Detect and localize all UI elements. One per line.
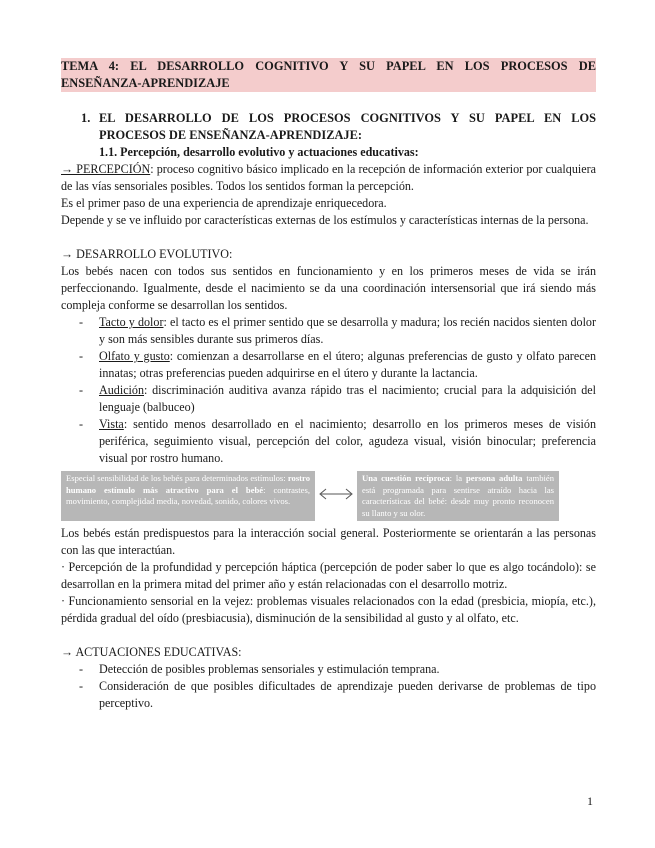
callout-box-adult: Una cuestión recíproca: la persona adulta también está programada para sentirse atraído hacia las características del bebé: desde muy pronto reconocen su llanto y su olor. — [357, 471, 559, 521]
section-heading — [61, 110, 596, 144]
section-heading-line-2: PROCESOS DE ENSEÑANZA-APRENDIZAJE: — [99, 128, 362, 142]
actuaciones-heading: → ACTUACIONES EDUCATIVAS: — [61, 645, 242, 659]
desarrollo-after-1: Los bebés están predispuestos para la interacción social general. Posteriormente se orientarán a las personas con las que interactúan. — [61, 526, 596, 557]
actuaciones-list — [61, 661, 596, 712]
desarrollo-heading: → DESARROLLO EVOLUTIVO: — [61, 247, 233, 261]
desarrollo-intro: Los bebés nacen con todos sus sentidos en funcionamiento y en los primeros meses de vida se irán perfeccionando. Igualmente, desde el nacimiento se da una coordinación intersensorial que irá siendo más compleja conforme se desarrollan los sentidos. — [61, 264, 596, 312]
percepcion-heading: → PERCEPCIÓN — [61, 162, 151, 176]
section-heading-line-1: EL DESARROLLO DE LOS PROCESOS COGNITIVOS Y SU PAPEL EN LOS — [99, 111, 596, 125]
percepcion-paragraph — [61, 161, 596, 195]
list-item: - Olfato y gusto: comienzan a desarrollarse en el útero; algunas preferencias de gusto y olfato parecen innatas; otras preferencias pueden adquirirse en el útero y durante la lactancia. — [79, 349, 596, 380]
callout-boxes — [61, 471, 596, 523]
desarrollo-after-2: · Percepción de la profundidad y percepción háptica (percepción de poder saber lo que es algo tocándolo): se desarrollan en la primera mitad del primer año y están relacionadas con el desarrollo motriz. — [61, 560, 596, 591]
list-item: - Detección de posibles problemas sensoriales y estimulación temprana. — [79, 662, 440, 676]
title-line-2: ENSEÑANZA-APRENDIZAJE — [61, 76, 230, 90]
section-number: 1. — [81, 111, 91, 125]
list-item-term: Tacto y dolor — [99, 315, 164, 329]
percepcion-text-3: Depende y se ve influido por características externas de los estímulos y características internas de la persona. — [61, 213, 589, 227]
list-item-text: Detección de posibles problemas sensoriales y estimulación temprana. — [99, 662, 440, 676]
list-item-text: : el tacto es el primer sentido que se desarrolla y madura; los recién nacidos sienten dolor y son más sensibles durante sus primeros días. — [99, 315, 597, 346]
list-item-term: Vista — [99, 417, 124, 431]
list-item-term: Olfato y gusto — [99, 349, 170, 363]
list-item: - Tacto y dolor: el tacto es el primer sentido que se desarrolla y madura; los recién nacidos sienten dolor y son más sensibles durante sus primeros días. — [79, 315, 597, 346]
page-number: 1 — [587, 794, 593, 808]
title-line-1: TEMA 4: EL DESARROLLO COGNITIVO Y SU PAPEL EN LOS PROCESOS DE — [61, 59, 596, 73]
list-item-text: : comienzan a desarrollarse en el útero; algunas preferencias de gusto y olfato parecen innatas; otras preferencias pueden adquirirse en el útero y durante la lactancia. — [99, 349, 596, 380]
double-arrow-icon — [318, 487, 354, 501]
list-item-text: : sentido menos desarrollado en el nacimiento; desarrollo en los primeros meses de visión periférica, seguimiento visual, percepción del color, agudeza visual, visión binocular; preferencia visual por rostro humano. — [99, 417, 596, 465]
list-item: - Audición: discriminación auditiva avanza rápido tras el nacimiento; crucial para la adquisición del lenguaje (balbuceo) — [79, 383, 596, 414]
percepcion-text: : proceso cognitivo básico implicado en la recepción de información exterior por cualquiera de las vías sensoriales posibles. Todos los sentidos forman la percepción. — [61, 162, 597, 193]
percepcion-text-2: Es el primer paso de una experiencia de aprendizaje enriquecedora. — [61, 196, 387, 210]
subsection-heading: 1.1. Percepción, desarrollo evolutivo y actuaciones educativas: — [99, 145, 419, 159]
desarrollo-after-3: · Funcionamiento sensorial en la vejez: problemas visuales relacionados con la edad (presbicia, miopía, etc.), pérdida gradual del oído (presbiacusia), disminución de la sensibilidad al gusto y al olfato, etc. — [61, 594, 596, 625]
document-page — [61, 58, 596, 712]
list-item-text: Consideración de que posibles dificultades de aprendizaje pueden derivarse de problemas de tipo perceptivo. — [99, 679, 596, 710]
page-title — [61, 58, 596, 92]
list-item: - Vista: sentido menos desarrollado en el nacimiento; desarrollo en los primeros meses de visión periférica, seguimiento visual, percepción del color, agudeza visual, visión binocular; preferencia visual por rostro humano. — [79, 417, 596, 465]
list-item-term: Audición — [99, 383, 145, 397]
sense-list — [61, 314, 596, 467]
list-item-text: : discriminación auditiva avanza rápido tras el nacimiento; crucial para la adquisición del lenguaje (balbuceo) — [99, 383, 596, 414]
list-item: - Consideración de que posibles dificultades de aprendizaje pueden derivarse de problemas de tipo perceptivo. — [79, 679, 596, 710]
callout-box-baby: Especial sensibilidad de los bebés para determinados estímulos: rostro humano estímulo más atractivo para el bebé: contrastes, movimiento, complejidad media, novedad, sonido, colores vivos. — [61, 471, 315, 521]
